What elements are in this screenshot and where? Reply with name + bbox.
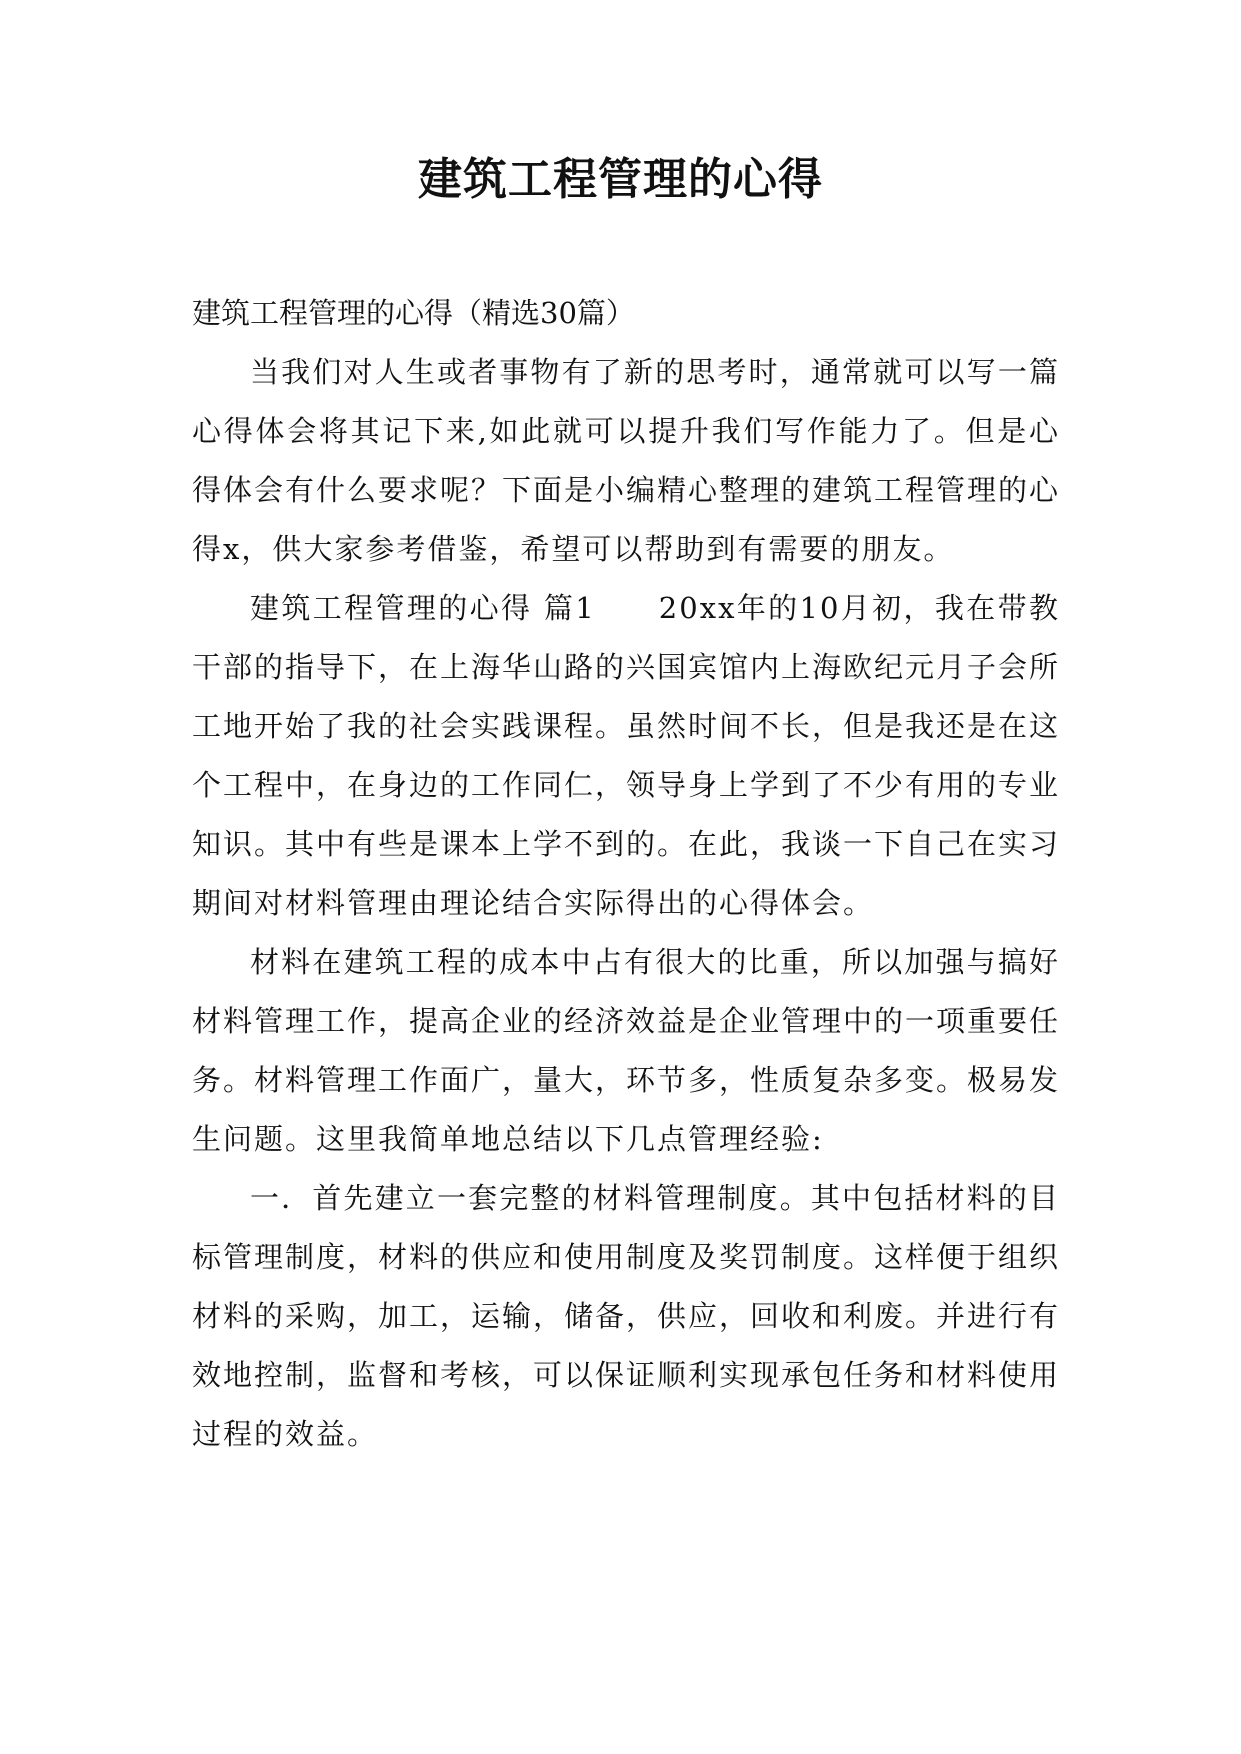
document-subtitle: 建筑工程管理的心得（精选30篇）	[192, 296, 635, 330]
paragraph-intro: 当我们对人生或者事物有了新的思考时，通常就可以写一篇心得体会将其记下来,如此就可以提升我们写作能力了。但是心得体会有什么要求呢？下面是小编精心整理的建筑工程管理的心得x，供大家参考借鉴，希望可以帮助到有需要的朋友。	[192, 355, 1061, 566]
paragraph-materials-cost: 材料在建筑工程的成本中占有很大的比重，所以加强与搞好材料管理工作，提高企业的经济效益是企业管理中的一项重要任务。材料管理工作面广，量大，环节多，性质复杂多变。极易发生问题。这里我简单地总结以下几点管理经验:	[192, 945, 1061, 1156]
document-body	[192, 284, 1060, 1464]
paragraph-point-one: 一．首先建立一套完整的材料管理制度。其中包括材料的目标管理制度，材料的供应和使用制度及奖罚制度。这样便于组织材料的采购，加工，运输，储备，供应，回收和利废。并进行有效地控制，监督和考核，可以保证顺利实现承包任务和材料使用过程的效益。	[192, 1181, 1061, 1451]
paragraph-chapter-1: 建筑工程管理的心得 篇1 20xx年的10月初，我在带教干部的指导下，在上海华山路的兴国宾馆内上海欧纪元月子会所工地开始了我的社会实践课程。虽然时间不长，但是我还是在这个工程中，在身边的工作同仁，领导身上学到了不少有用的专业知识。其中有些是课本上学不到的。在此，我谈一下自己在实习期间对材料管理由理论结合实际得出的心得体会。	[192, 591, 1061, 920]
document-title: 建筑工程管理的心得	[418, 154, 823, 205]
